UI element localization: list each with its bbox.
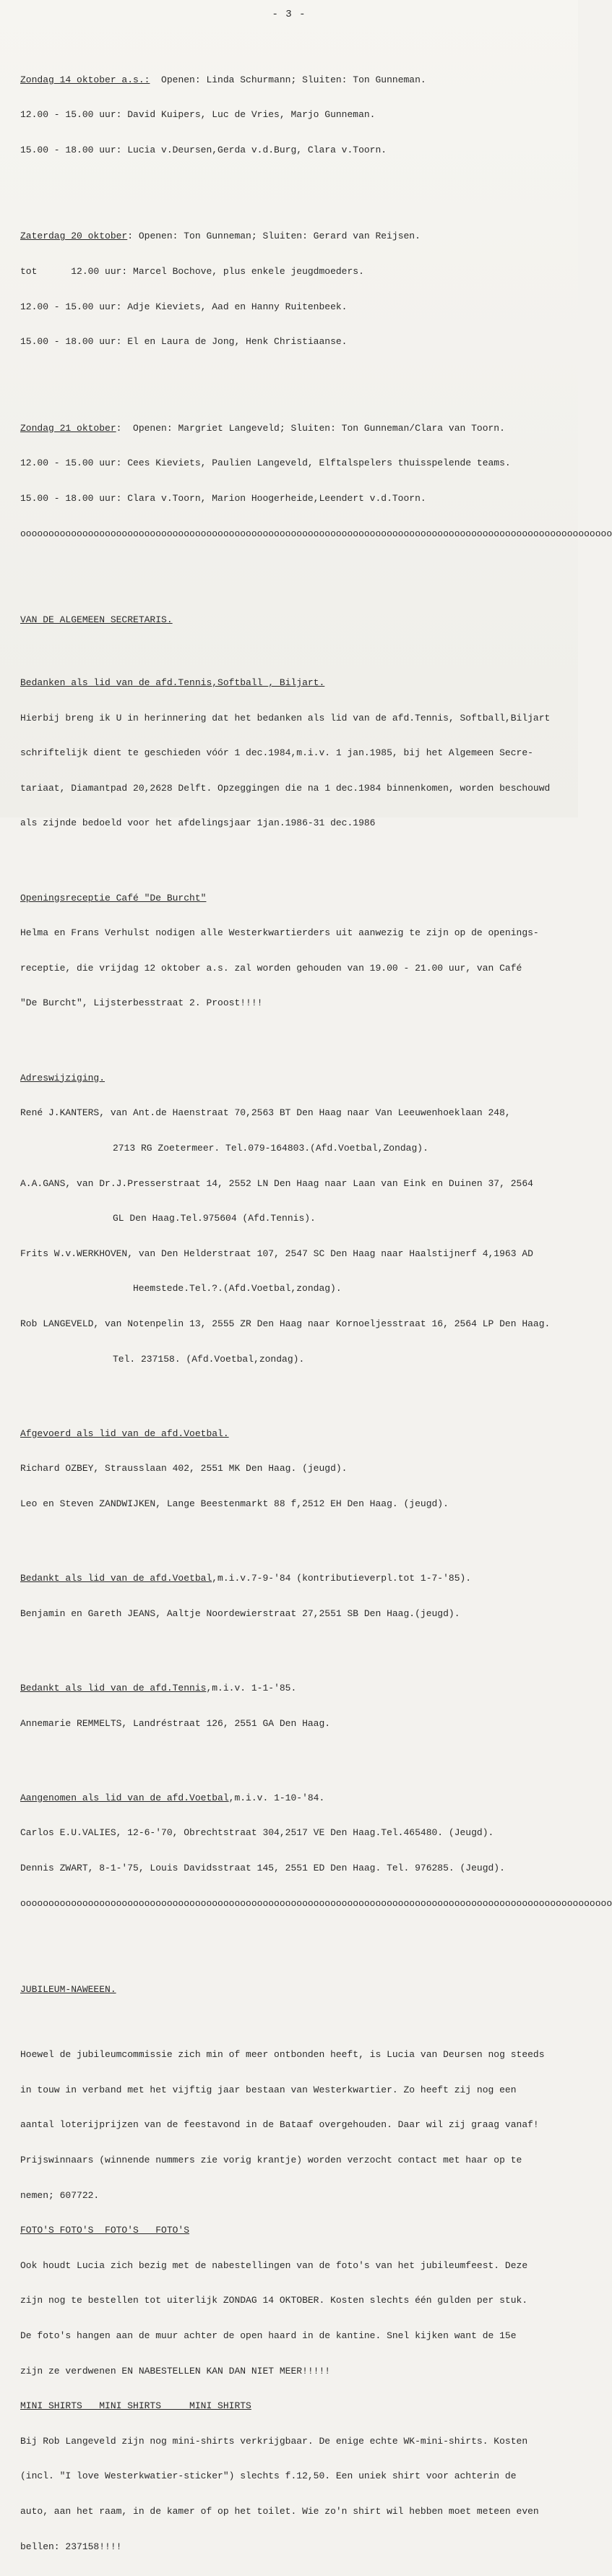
opening-heading: Openingsreceptie Café "De Burcht" <box>20 892 207 903</box>
schedule-sunday-14-header <box>20 74 561 86</box>
schedule-saturday-20-header <box>20 231 561 242</box>
paragraph-line: in touw in verband met het vijftig jaar bestaan van Westerkwartier. Zo heeft zij nog een <box>20 2084 517 2095</box>
bedankt-voetbal-note: ,m.i.v.7-9-'84 (kontributieverpl.tot 1-7-'85). <box>212 1573 472 1584</box>
schedule-line: 12.00 - 15.00 uur: David Kuipers, Luc de Vries, Marjo Gunneman. <box>20 109 376 121</box>
bedankt-voetbal-header <box>20 1573 561 1584</box>
paragraph-line: De foto's hangen aan de muur achter de open haard in de kantine. Snel kijken want de 15e <box>20 2330 517 2341</box>
schedule-openen-sluiten: Openen: Linda Schurmann; Sluiten: Ton Gunneman. <box>150 74 426 85</box>
schedule-openen-sluiten: : Openen: Ton Gunneman; Sluiten: Gerard van Reijsen. <box>127 231 421 242</box>
schedule-date-heading: Zaterdag 20 oktober <box>20 231 128 242</box>
paragraph-line: Prijswinnaars (winnende nummers zie vorig krantje) worden verzocht contact met haar op te <box>20 2154 522 2165</box>
aangenomen-heading: Aangenomen als lid van de afd.Voetbal <box>20 1792 229 1803</box>
paragraph-line: nemen; 607722. <box>20 2189 100 2201</box>
schedule-line: tot 12.00 uur: Marcel Bochove, plus enkele jeugdmoeders. <box>20 266 364 278</box>
paragraph-line: Helma en Frans Verhulst nodigen alle Westerkwartierders uit aanwezig te zijn op de openings- <box>20 927 539 939</box>
address-line: 2713 RG Zoetermeer. Tel.079-164803.(Afd.Voetbal,Zondag). <box>113 1142 428 1154</box>
schedule-line: 15.00 - 18.00 uur: Clara v.Toorn, Marion Hoogerheide,Leendert v.d.Toorn. <box>20 492 426 504</box>
bedankt-tennis-header <box>20 1683 561 1694</box>
paragraph-line: als zijnde bedoeld voor het afdelingsjaar 1jan.1986-31 dec.1986 <box>20 817 376 829</box>
paragraph-line: zijn nog te bestellen tot uiterlijk ZONDAG 14 OKTOBER. Kosten slechts één gulden per stuk. <box>20 2295 528 2306</box>
paragraph-line: bellen: 237158!!!! <box>20 2541 122 2552</box>
address-line: GL Den Haag.Tel.975604 (Afd.Tennis). <box>113 1213 316 1224</box>
member-line: Annemarie REMMELTS, Landréstraat 126, 2551 GA Den Haag. <box>20 1717 331 1729</box>
bedanken-heading: Bedanken als lid van de afd.Tennis,Softball , Biljart. <box>20 677 325 688</box>
address-line: René J.KANTERS, van Ant.de Haenstraat 70,2563 BT Den Haag naar Van Leeuwenhoeklaan 248, <box>20 1107 511 1119</box>
schedule-line: 12.00 - 15.00 uur: Cees Kieviets, Paulien Langeveld, Elftalspelers thuisspelende teams. <box>20 458 511 469</box>
paragraph-line: Ook houdt Lucia zich bezig met de nabestellingen van de foto's van het jubileumfeest. Deze <box>20 2259 528 2271</box>
aangenomen-header <box>20 1793 561 1804</box>
member-line: Richard OZBEY, Strausslaan 402, 2551 MK Den Haag. (jeugd). <box>20 1463 348 1474</box>
paragraph-line: Hoewel de jubileumcommissie zich min of meer ontbonden heeft, is Lucia van Deursen nog steeds <box>20 2049 545 2061</box>
paragraph-line: "De Burcht", Lijsterbesstraat 2. Proost!!!! <box>20 997 263 1009</box>
section-title-secretary: VAN DE ALGEMEEN SECRETARIS. <box>20 614 173 625</box>
paragraph-line: Hierbij breng ik U in herinnering dat het bedanken als lid van de afd.Tennis, Softball,Biljart <box>20 712 551 724</box>
adreswijziging-heading: Adreswijziging. <box>20 1072 105 1083</box>
schedule-date-heading: Zondag 14 oktober a.s.: <box>20 74 150 85</box>
paragraph-line: Bij Rob Langeveld zijn nog mini-shirts verkrijgbaar. De enige echte WK-mini-shirts. Kosten <box>20 2435 528 2447</box>
address-line: Rob LANGEVELD, van Notenpelin 13, 2555 ZR Den Haag naar Kornoeljesstraat 16, 2564 LP Den Haag. <box>20 1318 551 1329</box>
schedule-date-heading: Zondag 21 oktober <box>20 422 116 434</box>
schedule-openen-sluiten: : Openen: Margriet Langeveld; Sluiten: Ton Gunneman/Clara van Toorn. <box>116 422 505 434</box>
member-line: Carlos E.U.VALIES, 12-6-'70, Obrechtstraat 304,2517 VE Den Haag.Tel.465480. (Jeugd). <box>20 1827 494 1839</box>
bedankt-tennis-note: ,m.i.v. 1-1-'85. <box>206 1683 297 1694</box>
schedule-line: 15.00 - 18.00 uur: El en Laura de Jong, Henk Christiaanse. <box>20 336 348 348</box>
address-line: Frits W.v.WERKHOVEN, van Den Helderstraat 107, 2547 SC Den Haag naar Haalstijnerf 4,1963 AD <box>20 1248 533 1259</box>
page-number: - 3 - <box>272 9 306 20</box>
address-line: A.A.GANS, van Dr.J.Presserstraat 14, 2552 LN Den Haag naar Laan van Eink en Duinen 37, 2564 <box>20 1177 533 1189</box>
address-line: Tel. 237158. (Afd.Voetbal,zondag). <box>113 1353 305 1365</box>
schedule-sunday-21-header <box>20 423 561 434</box>
paragraph-line: aantal loterijprijzen van de feestavond in de Bataaf overgehouden. Daar wil zij graag vanaf! <box>20 2119 539 2131</box>
bedankt-tennis-heading: Bedankt als lid van de afd.Tennis <box>20 1683 207 1694</box>
member-line: Dennis ZWART, 8-1-'75, Louis Davidsstraat 145, 2551 ED Den Haag. Tel. 976285. (Jeugd). <box>20 1863 505 1874</box>
separator-line: ooooooooooooooooooooooooooooooooooooooooooooooooooooooooooooooooooooooooooooooooooooooooooooooooooooooooo <box>20 1897 612 1909</box>
member-line: Benjamin en Gareth JEANS, Aaltje Noordewierstraat 27,2551 SB Den Haag.(jeugd). <box>20 1607 460 1619</box>
address-line: Heemstede.Tel.?.(Afd.Voetbal,zondag). <box>133 1283 342 1295</box>
paragraph-line: tariaat, Diamantpad 20,2628 Delft. Opzeggingen die na 1 dec.1984 binnenkomen, worden beschouwd <box>20 782 551 794</box>
paragraph-line: auto, aan het raam, in de kamer of op het toilet. Wie zo'n shirt wil hebben moet meteen even <box>20 2506 539 2517</box>
foto-heading: FOTO'S FOTO'S FOTO'S FOTO'S <box>20 2225 190 2236</box>
separator-line: ooooooooooooooooooooooooooooooooooooooooooooooooooooooooooooooooooooooooooooooooooooooooooooooooooooooooo <box>20 528 612 539</box>
paragraph-line: zijn ze verdwenen EN NABESTELLEN KAN DAN NIET MEER!!!!! <box>20 2365 331 2377</box>
schedule-line: 15.00 - 18.00 uur: Lucia v.Deursen,Gerda v.d.Burg, Clara v.Toorn. <box>20 145 387 156</box>
paragraph-line: receptie, die vrijdag 12 oktober a.s. zal worden gehouden van 19.00 - 21.00 uur, van Café <box>20 962 522 974</box>
paragraph-line: schriftelijk dient te geschieden vóór 1 dec.1984,m.i.v. 1 jan.1985, bij het Algemeen Secre- <box>20 747 533 759</box>
schedule-line: 12.00 - 15.00 uur: Adje Kieviets, Aad en Hanny Ruitenbeek. <box>20 301 348 312</box>
bedankt-voetbal-heading: Bedankt als lid van de afd.Voetbal <box>20 1573 212 1584</box>
aangenomen-note: ,m.i.v. 1-10-'84. <box>228 1792 325 1803</box>
section-title-jubileum: JUBILEUM-NAWEEEN. <box>20 1984 116 1996</box>
paragraph-line: (incl. "I love Westerkwatier-sticker") slechts f.12,50. Een uniek shirt voor achterin de <box>20 2470 517 2482</box>
mini-shirts-heading: MINI SHIRTS MINI SHIRTS MINI SHIRTS <box>20 2400 251 2412</box>
member-line: Leo en Steven ZANDWIJKEN, Lange Beestenmarkt 88 f,2512 EH Den Haag. (jeugd). <box>20 1498 449 1509</box>
afgevoerd-heading: Afgevoerd als lid van de afd.Voetbal. <box>20 1427 229 1439</box>
page-content <box>20 27 612 2576</box>
